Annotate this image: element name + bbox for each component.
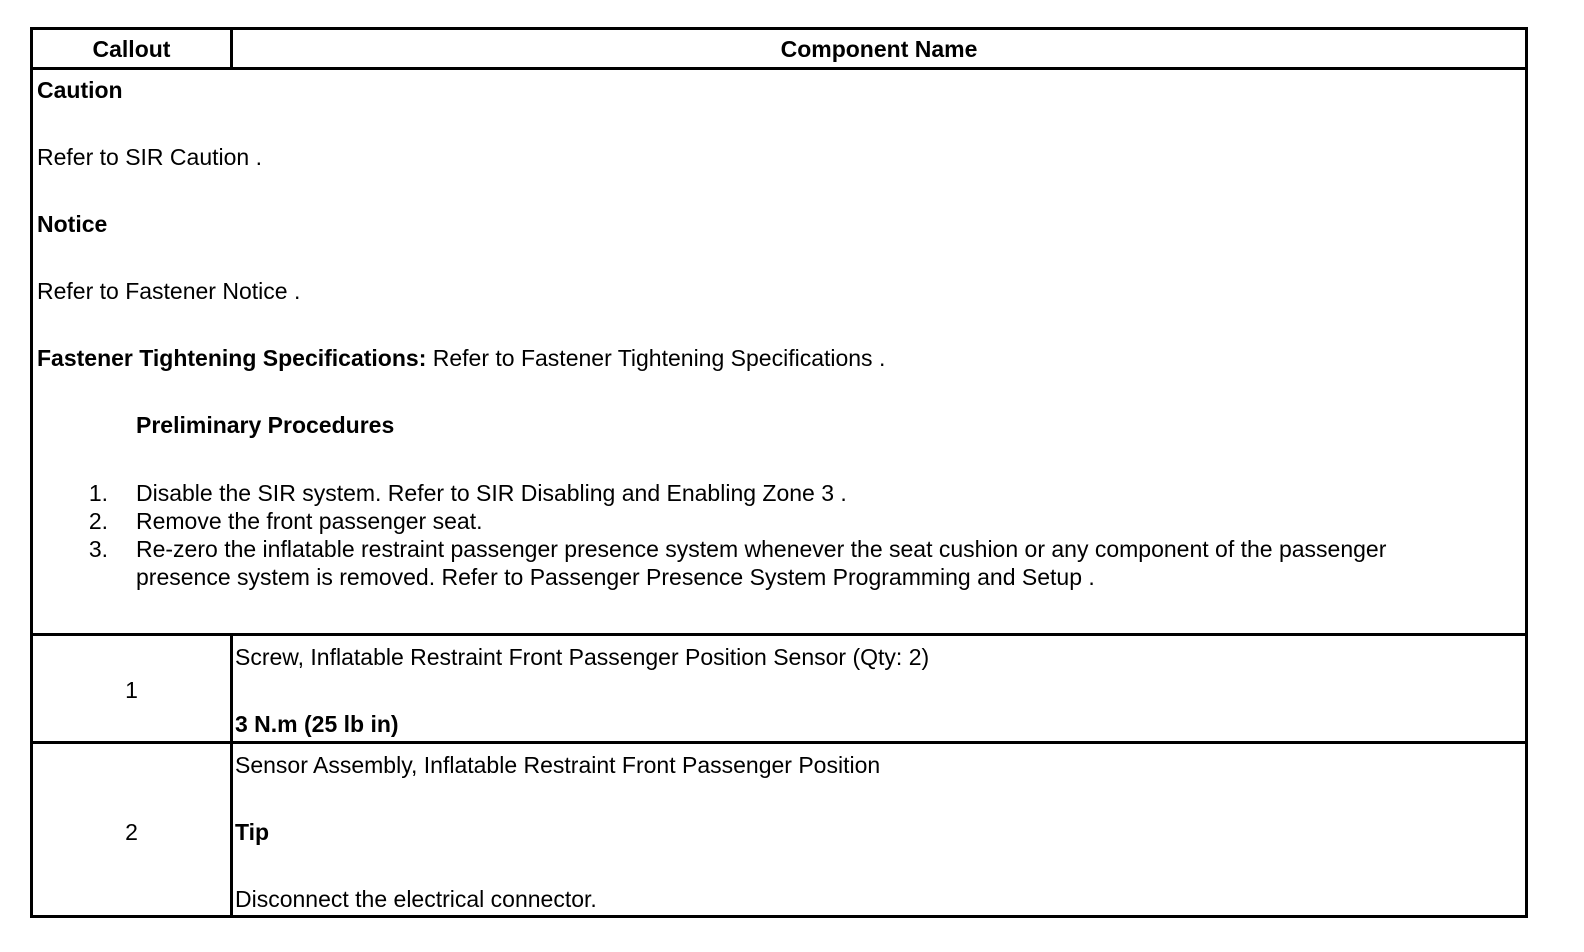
header-divider [33,67,1525,70]
caution-text: Refer to SIR Caution . [37,144,262,170]
tip-text: Disconnect the electrical connector. [235,886,597,912]
step-text: Re-zero the inflatable restraint passenger presence system whenever the seat cushion or any component of the passenger [136,536,1387,562]
callout-number: 2 [125,819,138,845]
fastener-spec-text: Refer to Fastener Tightening Specifications . [432,345,886,371]
tip-heading: Tip [235,819,270,845]
row-1-divider [33,741,1525,744]
torque-spec: 3 N.m (25 lb in) [235,711,399,737]
general-section-divider [33,633,1525,636]
component-name: Screw, Inflatable Restraint Front Passenger Position Sensor (Qty: 2) [235,644,930,670]
step-text-continued: presence system is removed. Refer to Passenger Presence System Programming and Setup . [136,564,1095,590]
notice-text: Refer to Fastener Notice . [37,278,301,304]
step-number: 2. [88,508,108,534]
preliminary-heading: Preliminary Procedures [136,412,395,438]
rows-column-divider [230,633,233,918]
caution-heading: Caution [37,77,123,103]
component-name-header: Component Name [780,36,978,62]
step-number: 3. [88,536,108,562]
callout-header: Callout [92,36,171,62]
step-text: Remove the front passenger seat. [136,508,483,534]
fastener-spec-line [37,344,885,372]
step-number: 1. [88,480,108,506]
callout-number: 1 [125,677,138,703]
step-text: Disable the SIR system. Refer to SIR Disabling and Enabling Zone 3 . [136,480,847,506]
component-table [30,27,1528,918]
component-name: Sensor Assembly, Inflatable Restraint Front Passenger Position [235,752,881,778]
notice-heading: Notice [37,211,108,237]
fastener-spec-label: Fastener Tightening Specifications: [37,345,427,371]
